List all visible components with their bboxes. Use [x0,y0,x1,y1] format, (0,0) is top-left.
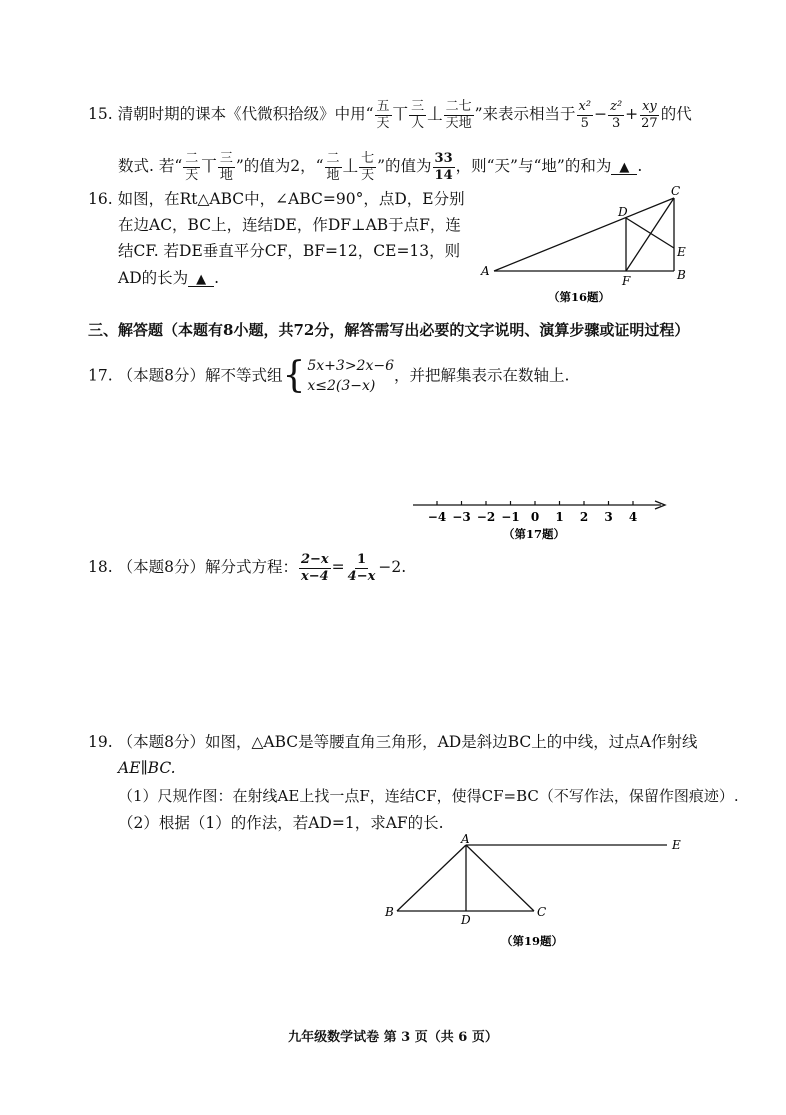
q15-line2 [118,152,642,182]
q17-brace: { [282,355,306,397]
q19-part2: （2）根据（1）的作法，若AD=1，求AF的长. [118,814,444,832]
q19-seg-ac [466,845,534,911]
q16-label-a: A [481,264,490,278]
q15-value-frac: $\frac{33}{14}$ [434,151,453,183]
q15-h-frac-1: $\frac{\text{二}}{\text{地}}$ [326,151,340,183]
q17-tick-label: 3 [604,510,613,524]
q17-line [88,356,569,397]
q17-tick-label: −2 [476,510,496,524]
q18-text-1: （本题8分）解分式方程： [117,558,298,577]
q19-label-b: B [385,905,394,919]
q19-label-a: A [461,834,470,846]
q16-label-c: C [671,184,681,198]
q16-label-f: F [622,274,631,288]
section3-heading: 三、解答题（本题有8小题，共72分，解答需写出必要的文字说明、演算步骤或证明过程） [88,321,690,339]
q15-text-2: ”来表示相当于 [474,105,576,124]
q17-number: 17. [88,366,113,385]
q19-line2: AE∥BC. [118,759,176,777]
q16-line2: 在边AC，BC上，连结DE，作DF⊥AB于点F，连 [118,216,461,234]
q18-frac-1: $\frac{2-x}{x-4}$ [300,552,329,584]
q17-row-2: x≤2(3−x) [307,378,376,395]
q18-number: 18. [88,558,113,577]
q18-equals: = [331,558,345,577]
q16-period: . [214,269,220,287]
q16-line3: 结CF. 若DE垂直平分CF，BF=12，CE=13，则 [118,242,461,260]
q15-line2-a: 数式. 若“ [118,157,183,176]
q15-op-4: 丄 [342,157,359,176]
q15-op-3: 丅 [201,157,217,176]
q17-number-line [405,492,680,548]
q15-math-frac-2: $\frac{\text{z²}}{3}$ [610,99,623,131]
q19-text-1: （本题8分）如图，△ABC是等腰直角三角形，AD是斜边BC上的中线，过点A作射线 [117,733,698,751]
q15-number: 15. [88,105,113,124]
q16-seg-de [626,218,674,248]
q19-part1: （1）尺规作图：在射线AE上找一点F，连结CF，使得CF=BC（不写作法，保留作图痕迹）. [118,787,739,805]
q15-h-frac-2: $\frac{\text{七}}{\text{天}}$ [361,151,375,183]
q19-line1 [88,735,697,751]
q16-label-b: B [677,268,686,282]
q18-tail: −2. [378,558,407,577]
q19-caption: （第19题） [501,934,564,948]
q18-frac-2: $\frac{1}{4-x}$ [347,552,376,584]
q17-row-1: 5x+3>2x−6 [307,358,394,374]
q17-tick-label: 1 [555,510,564,524]
q16-text-4: AD的长为 [118,269,189,287]
q16-answer-blank: ▲ [188,273,214,287]
q16-label-e: E [677,245,686,259]
q15-g-frac-1: $\frac{\text{二}}{\text{天}}$ [185,151,199,183]
q15-frac-1: $\frac{\text{五}}{\text{天}}$ [376,99,390,131]
q16-seg-cf [626,198,674,271]
q17-tick-label: 2 [579,510,589,524]
q15-line2-c: ”的值为 [377,157,432,176]
q17-tick-label: 4 [628,510,638,524]
q15-math-frac-1: $\frac{\text{x²}}{5}$ [578,99,592,131]
q16-caption: （第16题） [548,290,611,304]
q15-frac-2: $\frac{\text{三}}{\text{人}}$ [411,99,425,131]
q17-tick-label: −4 [427,510,447,524]
q15-period: . [637,157,643,176]
q16-line4 [118,271,219,287]
q17-text-2: ，并把解集表示在数轴上. [394,366,570,385]
page-footer: 九年级数学试卷 第 3 页（共 6 页） [288,1030,498,1045]
q16-line1 [88,192,465,208]
q15-line2-d: ，则“天”与“地”的和为 [455,157,612,176]
q19-label-d: D [461,913,471,927]
q18-line [88,553,406,583]
q17-caption: （第17题） [503,527,566,541]
q17-tick-label: −3 [452,510,471,524]
q17-tick-label: −1 [501,510,520,524]
q16-text-1: 如图，在Rt△ABC中，∠ABC=90°，点D，E分别 [117,190,465,208]
q15-text-1: 清朝时期的课本《代微积拾级》中用“ [117,105,374,124]
q15-op-2: 丄 [427,105,443,124]
q19-figure [380,834,690,954]
q15-frac-3: $\frac{\text{二七}}{\text{天地}}$ [445,99,472,131]
q17-inequality-system [282,356,394,397]
q19-label-c: C [537,905,547,919]
q15-minus: − [594,105,608,124]
q16-figure [478,184,698,314]
q15-op-1: 丅 [392,105,409,124]
q16-label-d: D [618,205,628,219]
q19-label-e: E [672,838,681,852]
q19-seg-ab [397,845,466,911]
q16-seg-ac [494,198,674,271]
q17-tick-label: 0 [530,510,540,524]
q15-line1 [88,100,692,130]
q15-plus: + [625,105,639,124]
q19-number: 19. [88,733,113,751]
q15-g-frac-2: $\frac{\text{三}}{\text{地}}$ [219,151,233,183]
q17-text-1: （本题8分）解不等式组 [117,366,283,385]
q16-number: 16. [88,190,113,208]
q15-math-frac-3: $\frac{xy}{27}$ [641,99,658,131]
q15-line2-b: ”的值为2，“ [235,157,324,176]
q15-answer-blank: ▲ [611,161,637,175]
q15-text-3: 的代 [660,105,692,124]
